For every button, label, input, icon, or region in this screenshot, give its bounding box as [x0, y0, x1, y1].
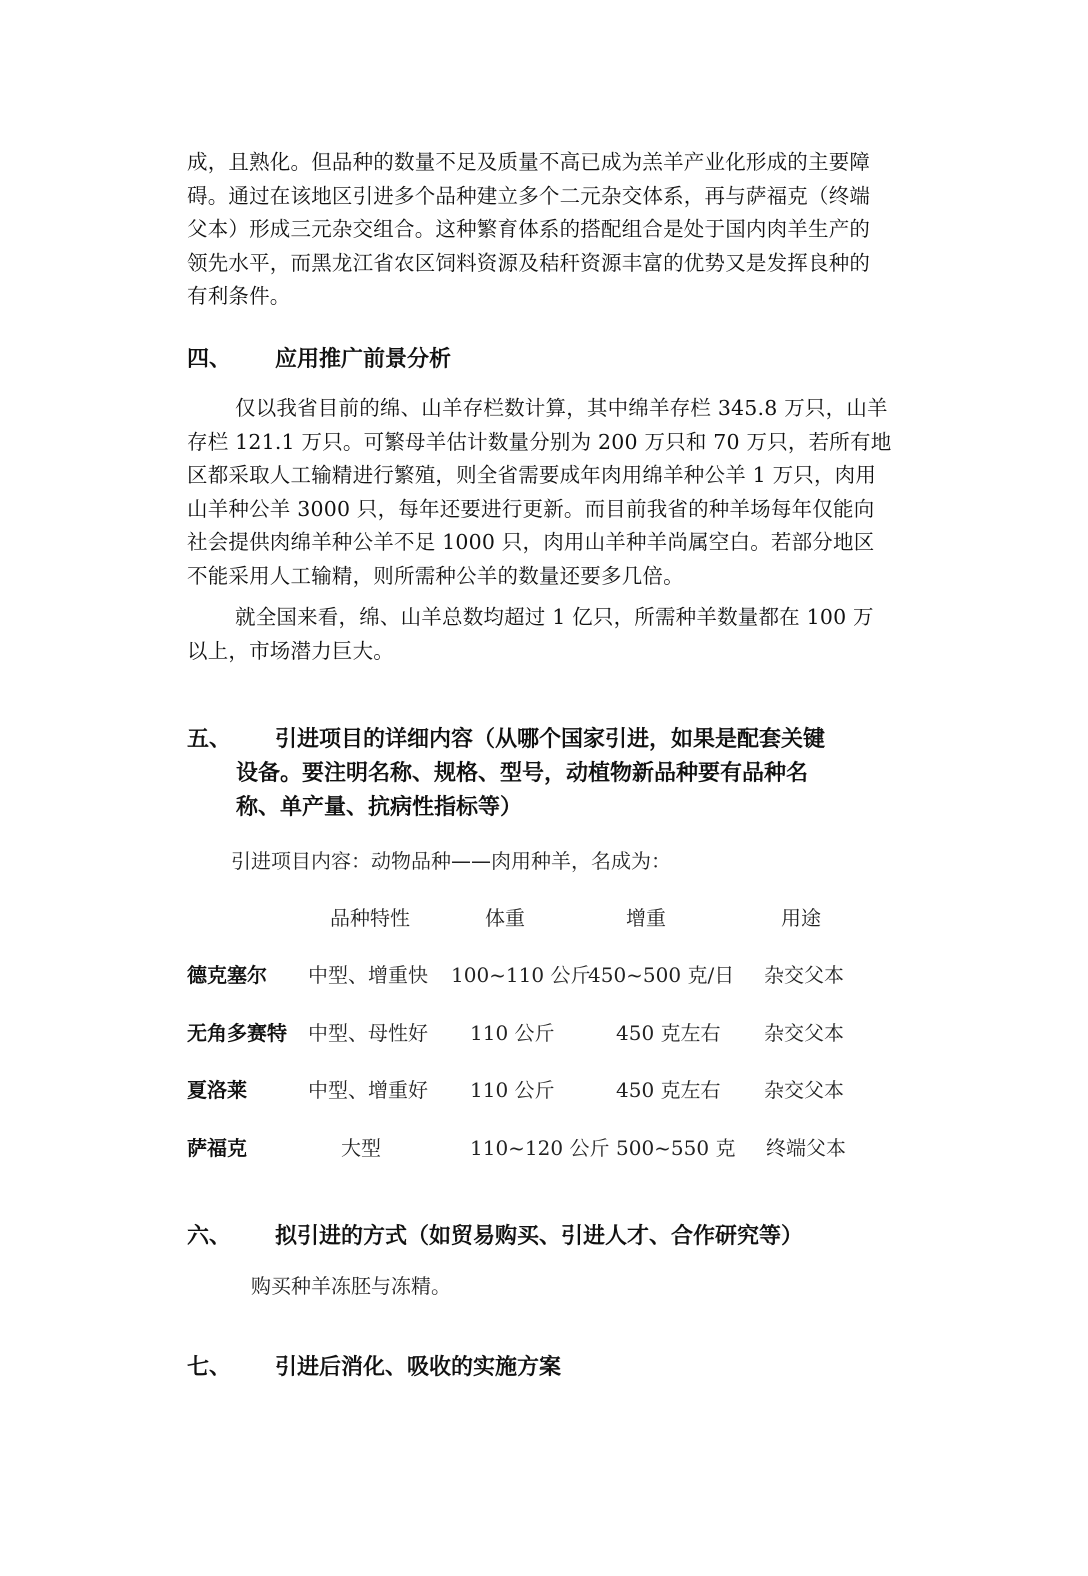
breed-use: 终端父本 — [766, 1136, 846, 1160]
section-6-body: 购买种羊冻胚与冻精。 — [251, 1274, 451, 1298]
breed-trait: 大型 — [341, 1136, 381, 1160]
breed-use: 杂交父本 — [764, 1021, 844, 1045]
breed-gain: 500~550 克 — [616, 1136, 736, 1160]
section-number: 四、 — [187, 347, 232, 372]
table-header-weight: 体重 — [485, 906, 525, 930]
section-title: 拟引进的方式（如贸易购买、引进人才、合作研究等） — [275, 1224, 804, 1249]
breed-use: 杂交父本 — [764, 963, 844, 987]
section-title-line: 引进项目的详细内容（从哪个国家引进，如果是配套关键 — [275, 727, 826, 752]
breed-weight: 100~110 公斤 — [451, 963, 591, 987]
section-5-heading — [187, 723, 825, 825]
breed-trait: 中型、增重好 — [308, 1078, 428, 1102]
paragraph-line: 就全国来看，绵、山羊总数均超过 1 亿只，所需种羊数量都在 100 万 — [235, 605, 874, 629]
section-number: 七、 — [187, 1355, 232, 1380]
breed-weight: 110 公斤 — [470, 1078, 555, 1102]
section-title-line: 设备。要注明名称、规格、型号，动植物新品种要有品种名 — [236, 761, 809, 786]
breed-name: 夏洛莱 — [187, 1078, 247, 1102]
paragraph-line: 不能采用人工输精，则所需种公羊的数量还要多几倍。 — [187, 563, 684, 588]
breed-weight: 110 公斤 — [470, 1021, 555, 1045]
intro-line: 领先水平，而黑龙江省农区饲料资源及秸秆资源丰富的优势又是发挥良种的 — [187, 250, 871, 275]
section-title: 引进后消化、吸收的实施方案 — [275, 1355, 562, 1380]
section-4-paragraph-1 — [187, 392, 897, 593]
section-6-heading — [187, 1220, 803, 1254]
table-header-use: 用途 — [781, 906, 821, 930]
breed-name: 萨福克 — [187, 1136, 247, 1160]
section-4-paragraph-2 — [187, 601, 897, 668]
table-header-trait: 品种特性 — [330, 906, 410, 930]
breed-trait: 中型、母性好 — [308, 1021, 428, 1045]
breed-trait: 中型、增重快 — [308, 963, 428, 987]
paragraph-line: 区都采取人工输精进行繁殖，则全省需要成年肉用绵羊种公羊 1 万只，肉用 — [187, 463, 877, 487]
section-4-heading — [187, 343, 451, 377]
intro-paragraph — [187, 146, 897, 314]
paragraph-line: 以上，市场潜力巨大。 — [187, 638, 394, 663]
section-number: 六、 — [187, 1224, 232, 1249]
section-title: 应用推广前景分析 — [275, 347, 452, 372]
paragraph-line: 存栏 121.1 万只。可繁母羊估计数量分别为 200 万只和 70 万只，若所有地 — [187, 429, 892, 454]
table-header-gain: 增重 — [626, 906, 666, 930]
intro-line: 碍。通过在该地区引进多个品种建立多个二元杂交体系，再与萨福克（终端 — [187, 183, 871, 208]
section-title-line: 称、单产量、抗病性指标等） — [236, 795, 523, 820]
paragraph-line: 社会提供肉绵羊种公羊不足 1000 只，肉用山羊种羊尚属空白。若部分地区 — [187, 530, 875, 554]
breed-name: 无角多赛特 — [187, 1021, 287, 1045]
paragraph-line: 仅以我省目前的绵、山羊存栏数计算，其中绵羊存栏 345.8 万只，山羊 — [235, 396, 888, 420]
paragraph-line: 山羊种公羊 3000 只，每年还要进行更新。而目前我省的种羊场每年仅能向 — [187, 496, 875, 521]
intro-line: 有利条件。 — [187, 284, 291, 308]
section-number: 五、 — [187, 727, 232, 752]
breed-name: 德克塞尔 — [187, 963, 267, 987]
breed-gain: 450 克左右 — [616, 1021, 721, 1045]
intro-line: 成，且熟化。但品种的数量不足及质量不高已成为羔羊产业化形成的主要障 — [187, 150, 871, 174]
content-intro: 引进项目内容：动物品种——肉用种羊，名成为： — [231, 849, 671, 873]
breed-use: 杂交父本 — [764, 1078, 844, 1102]
breed-weight: 110~120 公斤 — [470, 1136, 610, 1160]
intro-line: 父本）形成三元杂交组合。这种繁育体系的搭配组合是处于国内肉羊生产的 — [187, 217, 871, 241]
breed-gain: 450 克左右 — [616, 1078, 721, 1102]
section-7-heading — [187, 1351, 561, 1385]
breed-gain: 450~500 克/日 — [588, 963, 735, 987]
